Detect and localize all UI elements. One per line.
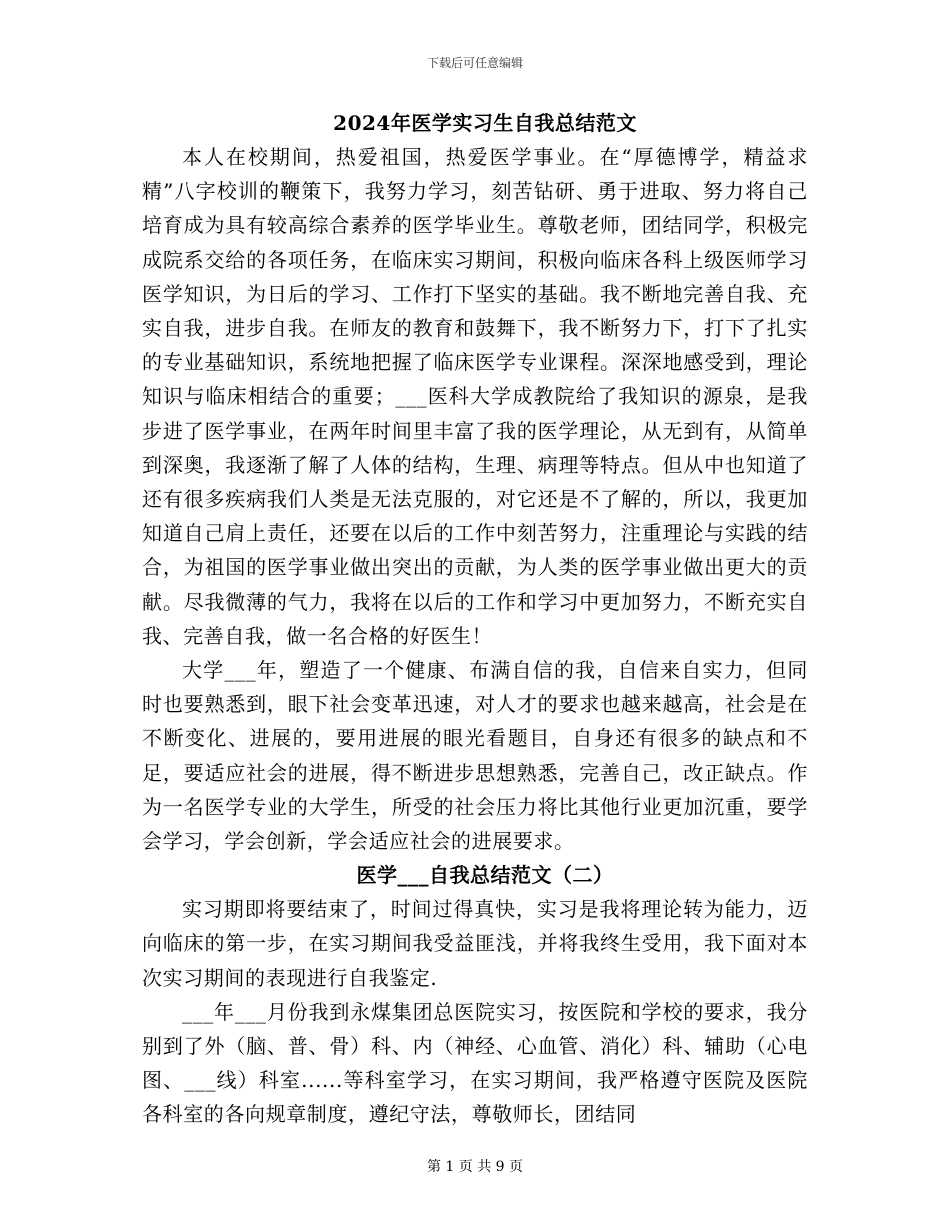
document-body — [142, 106, 808, 1132]
section-title: 医学___自我总结范文（二） — [356, 863, 614, 888]
page-number: 第 1 页 共 9 页 — [426, 1159, 524, 1175]
paragraph: 实习期即将要结束了，时间过得真快，实习是我将理论转为能力，迈向临床的第一步，在实习期间我受益匪浅，并将我终生受用，我下面对本次实习期间的表现进行自我鉴定. — [142, 897, 808, 990]
document-title: 2024年医学实习生自我总结范文 — [333, 111, 637, 135]
paragraph: 本人在校期间，热爱祖国，热爱医学事业。在“厚德博学，精益求精”八字校训的鞭策下，我努力学习，刻苦钻研、勇于进取、努力将自己培育成为具有较高综合素养的医学毕业生。尊敬老师，团结同学，积极完成院系交给的各项任务，在临床实习期间，积极向临床各科上级医师学习医学知识，为日后的学习、工作打下坚实的基础。我不断地完善自我、充实自我，进步自我。在师友的教育和鼓舞下，我不断努力下，打下了扎实的专业基础知识，系统地把握了临床医学专业课程。深深地感受到，理论知识与临床相结合的重要；___医科大学成教院给了我知识的源泉，是我步进了医学事业，在两年时间里丰富了我的医学理论，从无到有，从简单到深奥，我逐渐了解了人体的结构，生理、病理等特点。但从中也知道了还有很多疾病我们人类是无法克服的，对它还是不了解的，所以，我更加知道自己肩上责任，还要在以后的工作中刻苦努力，注重理论与实践的结合，为祖国的医学事业做出突出的贡献，为人类的医学事业做出更大的贡献。尽我微薄的气力，我将在以后的工作和学习中更加努力，不断充实自我、完善自我，做一名合格的好医生！ — [142, 145, 808, 648]
paragraph: ___年___月份我到永煤集团总医院实习，按医院和学校的要求，我分别到了外（脑、普、骨）科、内（神经、心血管、消化）科、辅助（心电图、___线）科室......等科室学习，在实习期间，我严格遵守医院及医院各科室的各向规章制度，遵纪守法，尊敬师长，团结同 — [142, 999, 808, 1127]
paragraph: 大学___年，塑造了一个健康、布满自信的我，自信来自实力，但同时也要熟悉到，眼下社会变革迅速，对人才的要求也越来越高，社会是在不断变化、进展的，要用进展的眼光看题目，自身还有很多的缺点和不足，要适应社会的进展，得不断进步思想熟悉，完善自己，改正缺点。作为一名医学专业的大学生，所受的社会压力将比其他行业更加沉重，要学会学习，学会创新，学会适应社会的进展要求。 — [142, 658, 808, 854]
header-note: 下载后可任意编辑 — [426, 56, 523, 70]
